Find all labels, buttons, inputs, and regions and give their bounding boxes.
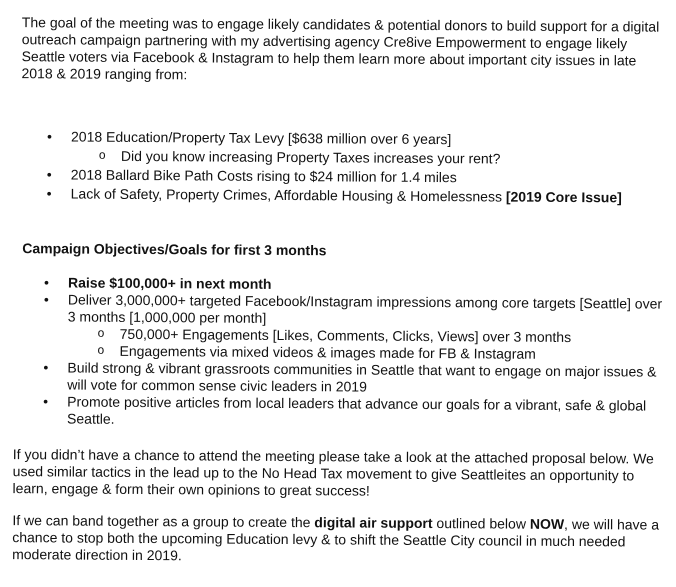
digital-air-support: digital air support <box>314 514 433 532</box>
now-emphasis: NOW <box>529 515 565 532</box>
list-item <box>21 185 671 209</box>
bullet-icon: • <box>43 359 49 376</box>
issue-safety: Lack of Safety, Property Crimes, Affordable Housing & Homelessness <box>70 185 503 205</box>
issue-bike-path: 2018 Ballard Bike Path Costs rising to $24 million for 1.4 miles <box>70 166 457 186</box>
together-text-3: , we will have a chance to stop both the upcoming Education levy & to shift the Seattle City council in much needed moderate direction in 2019. <box>12 515 660 564</box>
list-item <box>19 393 667 432</box>
circle-bullet-icon: o <box>97 342 105 357</box>
core-issue-tag: [2019 Core Issue] <box>505 188 622 206</box>
bullet-icon: • <box>43 291 49 308</box>
circle-bullet-icon: o <box>98 147 106 162</box>
objective-raise: Raise $100,000+ in next month <box>67 274 272 292</box>
objectives-list <box>19 274 676 432</box>
bullet-icon: • <box>46 185 52 202</box>
together-text-2: outlined below <box>432 515 530 532</box>
bullet-icon: • <box>46 166 52 183</box>
objective-engagements: 750,000+ Engagements [Likes, Comments, Clicks, Views] over 3 months <box>119 325 572 345</box>
bullet-icon: • <box>46 128 53 145</box>
together-paragraph <box>12 512 662 568</box>
attend-paragraph: If you didn’t have a chance to attend the meeting please take a look at the attached proposal below. We used similar tactics in the lead up to the No Head Tax movement to give Seattleites an opportunity to learn, engage & form their own opinions to great success! <box>12 446 654 499</box>
together-text-1: If we can band together as a group to create the <box>12 512 315 531</box>
bullet-icon: • <box>43 393 49 410</box>
issue-levy: 2018 Education/Property Tax Levy [$638 million over 6 years] <box>70 128 452 148</box>
objectives-heading: Campaign Objectives/Goals for first 3 months <box>22 240 327 259</box>
issues-list <box>21 128 676 209</box>
objective-impressions: Deliver 3,000,000+ targeted Facebook/Instagram impressions among core targets [Seattle] over 3 months [1,000,000 per month] <box>67 291 663 326</box>
list-item <box>19 359 667 398</box>
bullet-icon: • <box>43 274 49 291</box>
objective-articles: Promote positive articles from local leaders that advance our goals for a vibrant, safe & global Seattle. <box>67 393 647 427</box>
issue-levy-sub: Did you know increasing Property Taxes increases your rent? <box>120 147 501 167</box>
objective-communities: Build strong & vibrant grassroots communities in Seattle that want to engage on major issues & will vote for common sense civic leaders in 2019 <box>67 359 657 395</box>
list-item <box>20 291 668 330</box>
circle-bullet-icon: o <box>97 325 105 340</box>
objective-engagement-media: Engagements via mixed videos & images made for FB & Instagram <box>119 342 536 362</box>
intro-paragraph: The goal of the meeting was to engage likely candidates & potential donors to build support for a digital outreach campaign partnering with my advertising agency Cre8ive Empowerment to engage likely Seattle voters via Facebook & Instagram to help them learn more about important city issues in late 2018 & 2019 ranging from: <box>21 14 660 83</box>
